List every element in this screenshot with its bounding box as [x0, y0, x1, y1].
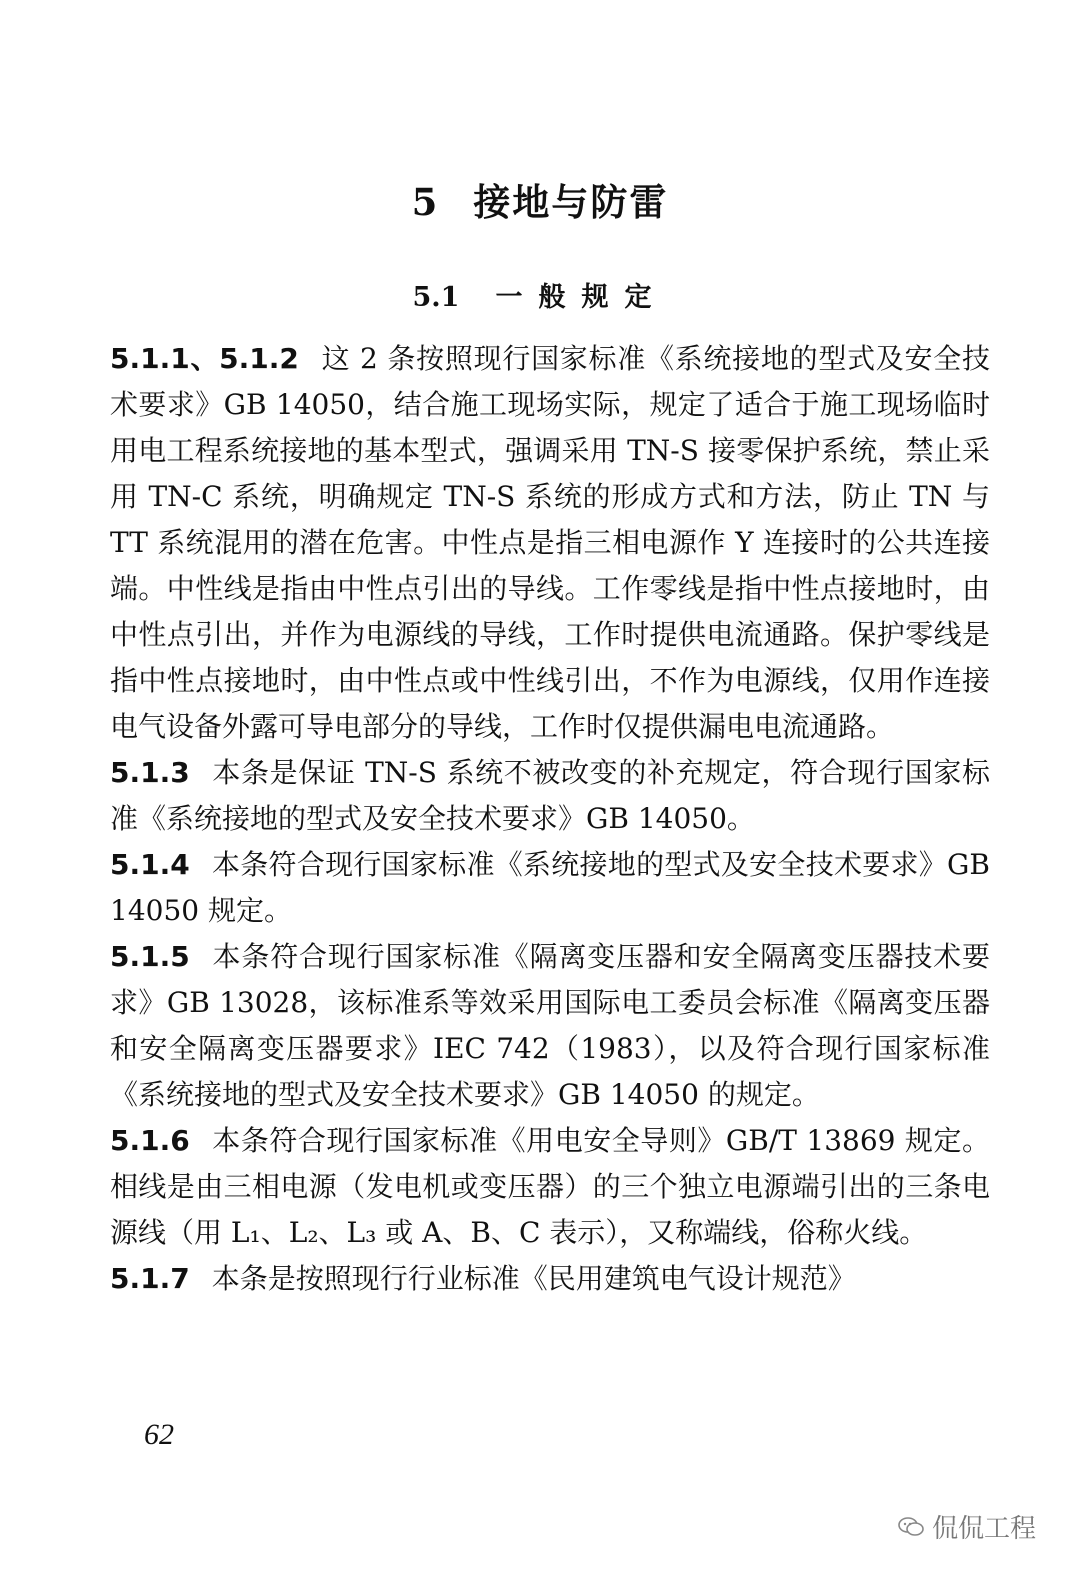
paragraph [110, 1118, 990, 1256]
paragraph [110, 1256, 990, 1302]
watermark [898, 1508, 1036, 1545]
clause-number: 5.1.6 [110, 1124, 190, 1157]
paragraph-text: 本条符合现行国家标准《系统接地的型式及安全技术要求》GB 14050 规定。 [110, 848, 990, 927]
paragraph [110, 842, 990, 934]
section-title-text: 一般规定 [495, 282, 668, 313]
paragraph-text: 本条是保证 TN-S 系统不被改变的补充规定，符合现行国家标准《系统接地的型式及安全技术要求》GB 14050。 [110, 756, 990, 835]
chapter-title [0, 172, 1080, 226]
paragraph [110, 750, 990, 842]
clause-number: 5.1.5 [110, 940, 190, 973]
paragraph [110, 336, 990, 750]
clause-number: 5.1.4 [110, 848, 190, 881]
paragraph-text: 本条符合现行国家标准《用电安全导则》GB/T 13869 规定。相线是由三相电源（发电机或变压器）的三个独立电源端引出的三条电源线（用 L₁、L₂、L₃ 或 A、B、C 表示），又称端线，俗称火线。 [110, 1124, 990, 1249]
body-text [110, 336, 990, 1302]
section-title [0, 275, 1080, 314]
clause-number: 5.1.1、5.1.2 [110, 342, 299, 375]
watermark-text: 侃侃工程 [932, 1514, 1037, 1544]
page-number: 62 [144, 1418, 174, 1451]
clause-number: 5.1.7 [110, 1262, 190, 1295]
paragraph-text: 本条符合现行国家标准《隔离变压器和安全隔离变压器技术要求》GB 13028，该标准系等效采用国际电工委员会标准《隔离变压器和安全隔离变压器要求》IEC 742（1983），以及符合现行国家标准《系统接地的型式及安全技术要求》GB 14050 的规定。 [110, 940, 990, 1111]
section-number: 5.1 [412, 282, 460, 313]
paragraph-text: 本条是按照现行行业标准《民用建筑电气设计规范》 [211, 1262, 856, 1295]
paragraph-text: 这 2 条按照现行国家标准《系统接地的型式及安全技术要求》GB 14050，结合施工现场实际，规定了适合于施工现场临时用电工程系统接地的基本型式，强调采用 TN-S 接零保护系统，禁止采用 TN-C 系统，明确规定 TN-S 系统的形成方式和方法，防止 TN 与 TT 系统混用的潜在危害。中性点是指三相电源作 Y 连接时的公共连接端。中性线是指由中性点引出的导线。工作零线是指中性点接地时，由中性点引出，并作为电源线的导线，工作时提供电流通路。保护零线是指中性点接地时，由中性点或中性线引出，不作为电源线，仅用作连接电气设备外露可导电部分的导线，工作时仅提供漏电电流通路。 [110, 342, 990, 743]
chapter-number: 5 [411, 180, 440, 224]
chapter-title-text: 接地与防雷 [473, 180, 669, 224]
paragraph [110, 934, 990, 1118]
wechat-icon [898, 1517, 924, 1537]
clause-number: 5.1.3 [110, 756, 190, 789]
